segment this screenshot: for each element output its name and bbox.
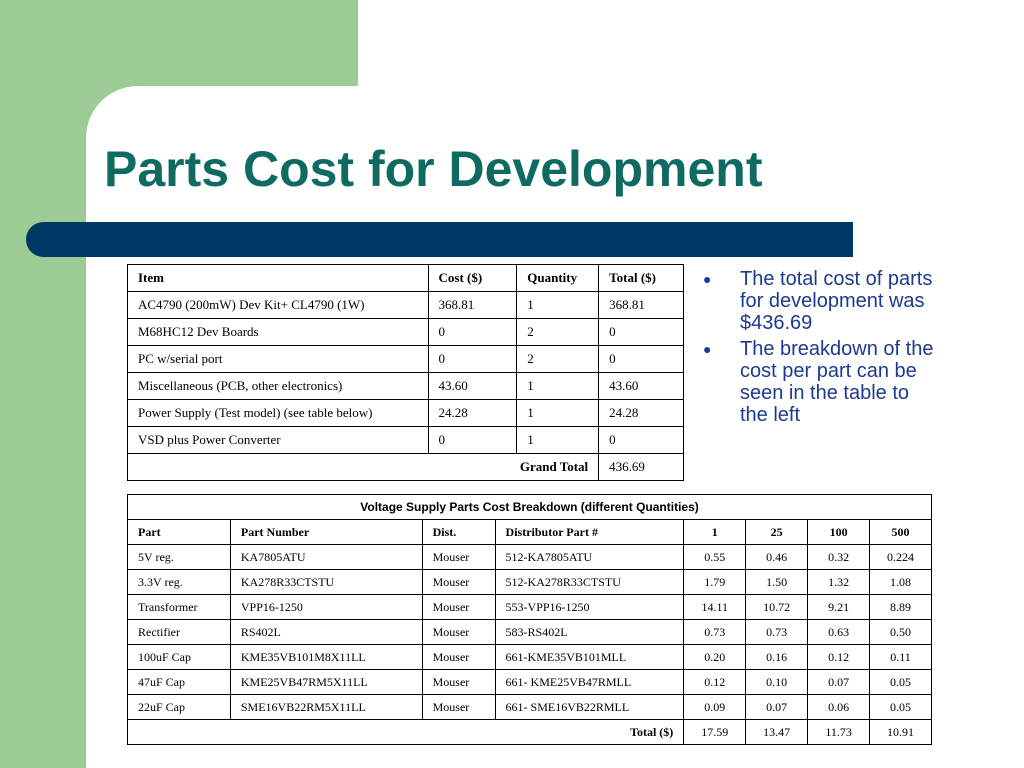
table-cell: 0.07 bbox=[746, 695, 808, 720]
table-cell: 0 bbox=[428, 427, 517, 454]
table-cell: 661- KME25VB47RMLL bbox=[495, 670, 684, 695]
table-cell: 1 bbox=[517, 292, 599, 319]
table-cell: 0 bbox=[599, 427, 684, 454]
table-cell: 0 bbox=[428, 346, 517, 373]
table-cell: 43.60 bbox=[428, 373, 517, 400]
bullet-item bbox=[702, 338, 942, 426]
table-cell: 14.11 bbox=[684, 595, 746, 620]
table-cell: 24.28 bbox=[428, 400, 517, 427]
table-cell: Mouser bbox=[422, 695, 495, 720]
table-header-row bbox=[128, 520, 932, 545]
table-cell: Part bbox=[128, 520, 231, 545]
table-row bbox=[128, 645, 932, 670]
table-cell: 0.63 bbox=[808, 620, 870, 645]
table-cell: 11.73 bbox=[808, 720, 870, 745]
table-cell: 1.50 bbox=[746, 570, 808, 595]
table-row bbox=[128, 595, 932, 620]
table-cell: VPP16-1250 bbox=[230, 595, 422, 620]
development-cost-table bbox=[127, 264, 684, 481]
table-cell: Quantity bbox=[517, 265, 599, 292]
table-cell: 43.60 bbox=[599, 373, 684, 400]
table-cell: 100uF Cap bbox=[128, 645, 231, 670]
bullet-item bbox=[702, 268, 942, 334]
table-cell: 583-RS402L bbox=[495, 620, 684, 645]
table-cell: Mouser bbox=[422, 670, 495, 695]
table-row bbox=[128, 373, 684, 400]
table-cell: 5V reg. bbox=[128, 545, 231, 570]
table-cell: 0.46 bbox=[746, 545, 808, 570]
table-cell: KA278R33CTSTU bbox=[230, 570, 422, 595]
table-cell: AC4790 (200mW) Dev Kit+ CL4790 (1W) bbox=[128, 292, 429, 319]
table-cell: 1 bbox=[517, 400, 599, 427]
table-cell: Mouser bbox=[422, 595, 495, 620]
table-cell: Mouser bbox=[422, 620, 495, 645]
table-cell: 0.55 bbox=[684, 545, 746, 570]
table-cell: 22uF Cap bbox=[128, 695, 231, 720]
table-cell: Rectifier bbox=[128, 620, 231, 645]
supply-table-body bbox=[128, 495, 932, 745]
table-cell: 0.224 bbox=[870, 545, 932, 570]
table-cell: KME25VB47RM5X11LL bbox=[230, 670, 422, 695]
table-cell: 1 bbox=[517, 373, 599, 400]
table-cell: Cost ($) bbox=[428, 265, 517, 292]
table-cell: 9.21 bbox=[808, 595, 870, 620]
table-cell: 24.28 bbox=[599, 400, 684, 427]
table-cell: 10.72 bbox=[746, 595, 808, 620]
table-cell: Grand Total bbox=[128, 454, 599, 481]
dev-table-body bbox=[128, 265, 684, 481]
table-cell: 0.16 bbox=[746, 645, 808, 670]
total-row bbox=[128, 720, 932, 745]
table-cell: Mouser bbox=[422, 570, 495, 595]
table-cell: KME35VB101M8X11LL bbox=[230, 645, 422, 670]
table-cell: 0.12 bbox=[808, 645, 870, 670]
table-cell: Transformer bbox=[128, 595, 231, 620]
table-cell: Distributor Part # bbox=[495, 520, 684, 545]
table-cell: Voltage Supply Parts Cost Breakdown (different Quantities) bbox=[128, 495, 932, 520]
table-cell: 0.06 bbox=[808, 695, 870, 720]
table-cell: 0 bbox=[599, 319, 684, 346]
table-cell: 553-VPP16-1250 bbox=[495, 595, 684, 620]
title-divider-bar bbox=[26, 222, 853, 257]
table-cell: M68HC12 Dev Boards bbox=[128, 319, 429, 346]
table-cell: 10.91 bbox=[870, 720, 932, 745]
table-cell: Mouser bbox=[422, 645, 495, 670]
table-cell: 47uF Cap bbox=[128, 670, 231, 695]
table-cell: PC w/serial port bbox=[128, 346, 429, 373]
table-cell: VSD plus Power Converter bbox=[128, 427, 429, 454]
table-cell: 13.47 bbox=[746, 720, 808, 745]
table-cell: 436.69 bbox=[599, 454, 684, 481]
table-row bbox=[128, 319, 684, 346]
table-cell: SME16VB22RM5X11LL bbox=[230, 695, 422, 720]
table-cell: 0 bbox=[599, 346, 684, 373]
table-cell: 25 bbox=[746, 520, 808, 545]
table-cell: 0.73 bbox=[746, 620, 808, 645]
table-row bbox=[128, 400, 684, 427]
bullet-text: The total cost of parts for development was $436.69 bbox=[740, 268, 933, 334]
table-cell: 368.81 bbox=[428, 292, 517, 319]
table-row bbox=[128, 620, 932, 645]
table-cell: Total ($) bbox=[128, 720, 684, 745]
table-cell: 2 bbox=[517, 319, 599, 346]
table-cell: 0.07 bbox=[808, 670, 870, 695]
top-background-band bbox=[358, 0, 1024, 86]
table-row bbox=[128, 570, 932, 595]
table-cell: 0 bbox=[428, 319, 517, 346]
table-row bbox=[128, 695, 932, 720]
table-cell: Dist. bbox=[422, 520, 495, 545]
table-cell: RS402L bbox=[230, 620, 422, 645]
table-cell: 0.73 bbox=[684, 620, 746, 645]
table-cell: 512-KA278R33CTSTU bbox=[495, 570, 684, 595]
table-cell: 661-KME35VB101MLL bbox=[495, 645, 684, 670]
table-row bbox=[128, 292, 684, 319]
table-cell: 0.05 bbox=[870, 670, 932, 695]
table-cell: 0.32 bbox=[808, 545, 870, 570]
table-cell: 661- SME16VB22RMLL bbox=[495, 695, 684, 720]
table-cell: 1 bbox=[517, 427, 599, 454]
table-cell: 0.20 bbox=[684, 645, 746, 670]
table-cell: 1.32 bbox=[808, 570, 870, 595]
table-cell: 0.12 bbox=[684, 670, 746, 695]
table-caption-row bbox=[128, 495, 932, 520]
table-cell: Mouser bbox=[422, 545, 495, 570]
table-cell: 0.11 bbox=[870, 645, 932, 670]
table-cell: 500 bbox=[870, 520, 932, 545]
table-cell: 0.10 bbox=[746, 670, 808, 695]
bullet-dot-icon: ● bbox=[703, 271, 712, 287]
table-cell: 8.89 bbox=[870, 595, 932, 620]
table-cell: 0.09 bbox=[684, 695, 746, 720]
table-cell: 17.59 bbox=[684, 720, 746, 745]
table-cell: Item bbox=[128, 265, 429, 292]
table-header-row bbox=[128, 265, 684, 292]
table-cell: KA7805ATU bbox=[230, 545, 422, 570]
table-row bbox=[128, 346, 684, 373]
table-row bbox=[128, 670, 932, 695]
table-cell: Total ($) bbox=[599, 265, 684, 292]
table-cell: Part Number bbox=[230, 520, 422, 545]
table-cell: Miscellaneous (PCB, other electronics) bbox=[128, 373, 429, 400]
summary-bullets bbox=[702, 268, 942, 430]
table-cell: 2 bbox=[517, 346, 599, 373]
table-cell: 0.05 bbox=[870, 695, 932, 720]
table-row bbox=[128, 545, 932, 570]
table-cell: 1.79 bbox=[684, 570, 746, 595]
bullet-text: The breakdown of the cost per part can be seen in the table to the left bbox=[740, 338, 934, 426]
table-cell: 100 bbox=[808, 520, 870, 545]
table-row bbox=[128, 427, 684, 454]
slide-title: Parts Cost for Development bbox=[104, 141, 763, 197]
bullet-dot-icon: ● bbox=[703, 341, 712, 357]
voltage-supply-table bbox=[127, 494, 932, 745]
table-cell: Power Supply (Test model) (see table below) bbox=[128, 400, 429, 427]
table-cell: 3.3V reg. bbox=[128, 570, 231, 595]
table-cell: 1.08 bbox=[870, 570, 932, 595]
grand-total-row bbox=[128, 454, 684, 481]
table-cell: 512-KA7805ATU bbox=[495, 545, 684, 570]
table-cell: 1 bbox=[684, 520, 746, 545]
table-cell: 0.50 bbox=[870, 620, 932, 645]
table-cell: 368.81 bbox=[599, 292, 684, 319]
